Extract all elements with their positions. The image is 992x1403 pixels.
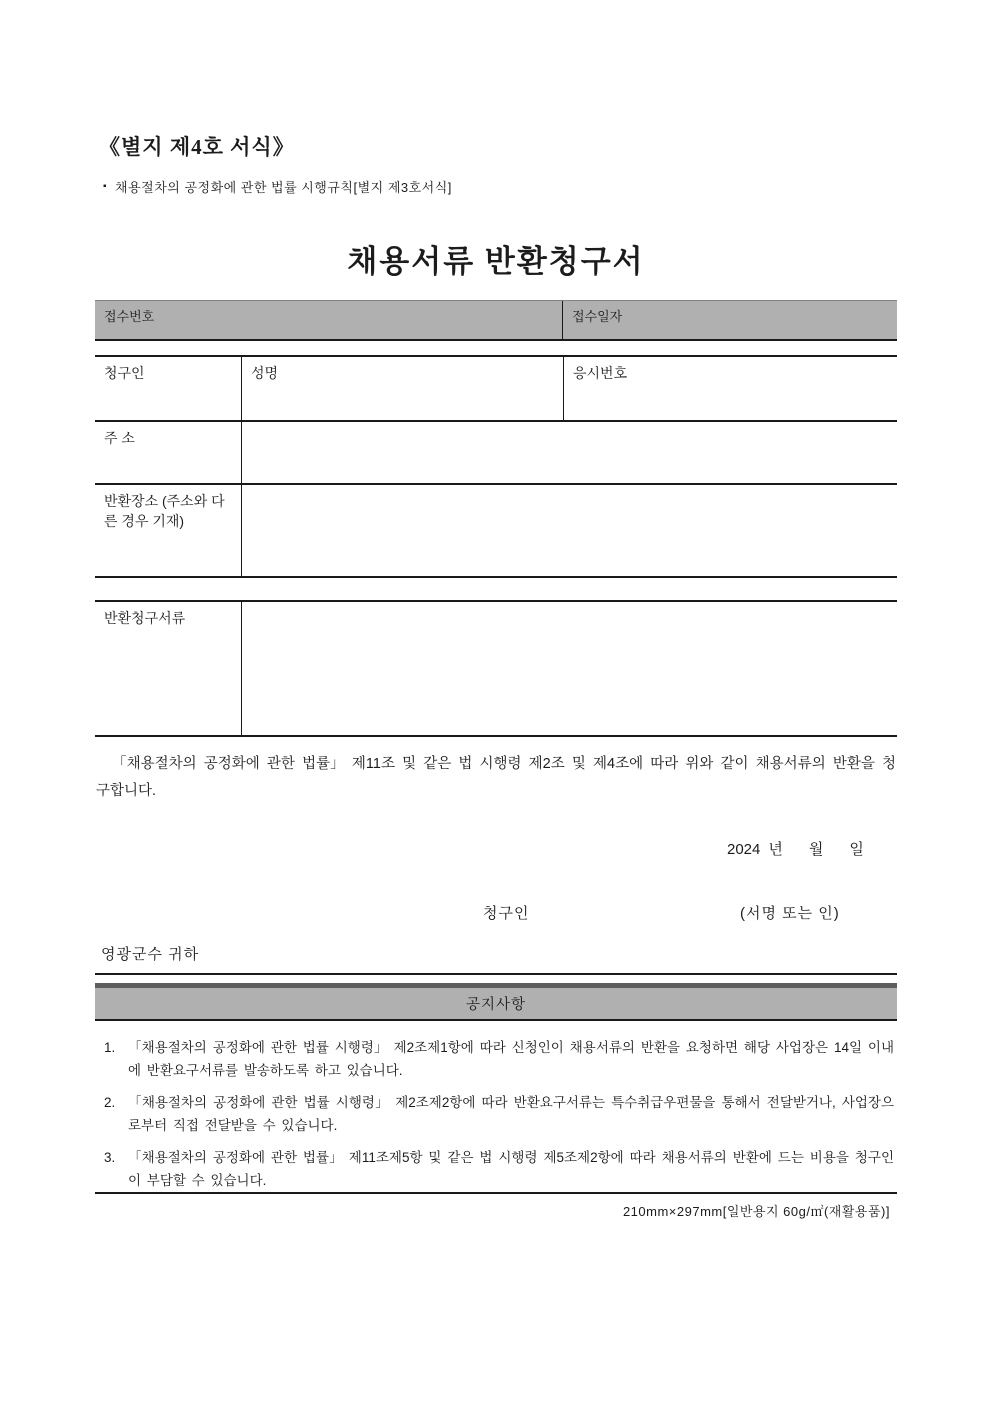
signature-name-blank[interactable] (550, 898, 725, 924)
square-bullet-icon: ▪ (103, 180, 108, 192)
signature-claimant-label: 청구인 (483, 905, 530, 922)
receipt-date-cell[interactable] (563, 301, 897, 339)
notice-item-number: 3. (104, 1150, 116, 1165)
return-place-input-cell[interactable] (242, 485, 897, 576)
applicant-table (95, 355, 897, 578)
list-item (104, 1036, 894, 1082)
return-docs-table (95, 600, 897, 737)
receipt-table (95, 300, 897, 341)
form-number-tag: 《별지 제4호 서식》 (99, 135, 295, 159)
table-row (95, 357, 897, 422)
page-title: 채용서류 반환청구서 (347, 244, 645, 279)
receipt-number-label: 접수번호 (104, 309, 155, 324)
return-place-label-cell (95, 485, 242, 576)
claimant-label-cell (95, 357, 242, 420)
table-row (95, 422, 897, 485)
return-place-note: (주소와 다른 경우 기재) (104, 493, 225, 529)
address-label-cell (95, 422, 242, 483)
return-docs-label: 반환청구서류 (104, 610, 186, 626)
date-month-blank[interactable] (783, 842, 809, 858)
date-day-blank[interactable] (823, 842, 849, 858)
name-label: 성명 (251, 365, 279, 381)
table-row (95, 485, 897, 578)
return-docs-label-cell (95, 602, 242, 735)
notice-banner-title: 공지사항 (465, 997, 527, 1013)
addressee-line: 영광군수 귀하 (101, 946, 200, 963)
statement-paragraph: 「채용절차의 공정화에 관한 법률」 제11조 및 같은 법 시행령 제2조 및 제4조에 따라 위와 같이 채용서류의 반환을 청구합니다. (96, 756, 896, 799)
signature-stamp-label: (서명 또는 인) (740, 905, 840, 922)
notice-banner (95, 983, 897, 1021)
return-docs-input-cell[interactable] (242, 602, 897, 735)
rule-reference-text: 채용절차의 공정화에 관한 법률 시행규칙[별지 제3호서식] (115, 180, 452, 195)
name-input-cell[interactable] (242, 357, 564, 420)
list-item (104, 1146, 894, 1192)
rule-reference (103, 177, 452, 196)
address-input-cell[interactable] (242, 422, 897, 483)
divider-line (95, 973, 897, 975)
address-label: 주 소 (104, 430, 135, 446)
notice-item-number: 2. (104, 1095, 116, 1110)
list-item (104, 1091, 894, 1137)
receipt-date-label: 접수일자 (572, 309, 623, 324)
notice-item-number: 1. (104, 1040, 116, 1055)
exam-number-input-cell[interactable] (564, 357, 897, 420)
notice-item-text: 「채용절차의 공정화에 관한 법률 시행령」 제2조제1항에 따라 신청인이 채용서류의 반환을 요청하면 해당 사업장은 14일 이내에 반환요구서류를 발송하도록 하고 있습니다. (128, 1040, 894, 1078)
return-place-label: 반환장소 (104, 493, 159, 509)
notice-list (104, 1036, 894, 1201)
date-line (727, 838, 864, 859)
claimant-label: 청구인 (104, 365, 145, 381)
notice-item-text: 「채용절차의 공정화에 관한 법률 시행령」 제2조제2항에 따라 반환요구서류는 특수취급우편물을 통해서 전달받거나, 사업장으로부터 직접 전달받을 수 있습니다. (128, 1095, 894, 1133)
date-day-label: 일 (849, 841, 864, 858)
exam-number-label: 응시번호 (573, 365, 628, 381)
date-month-label: 월 (808, 841, 824, 858)
date-year: 2024 (727, 841, 761, 858)
divider-line (95, 1192, 897, 1194)
date-year-label: 년 (768, 841, 783, 858)
notice-item-text: 「채용절차의 공정화에 관한 법률」 제11조제5항 및 같은 법 시행령 제5조제2항에 따라 채용서류의 반환에 드는 비용을 청구인이 부담할 수 있습니다. (128, 1150, 894, 1188)
paper-spec-note: 210mm×297mm[일반용지 60g/㎡(재활용품)] (622, 1204, 890, 1219)
receipt-number-cell[interactable] (95, 301, 563, 339)
